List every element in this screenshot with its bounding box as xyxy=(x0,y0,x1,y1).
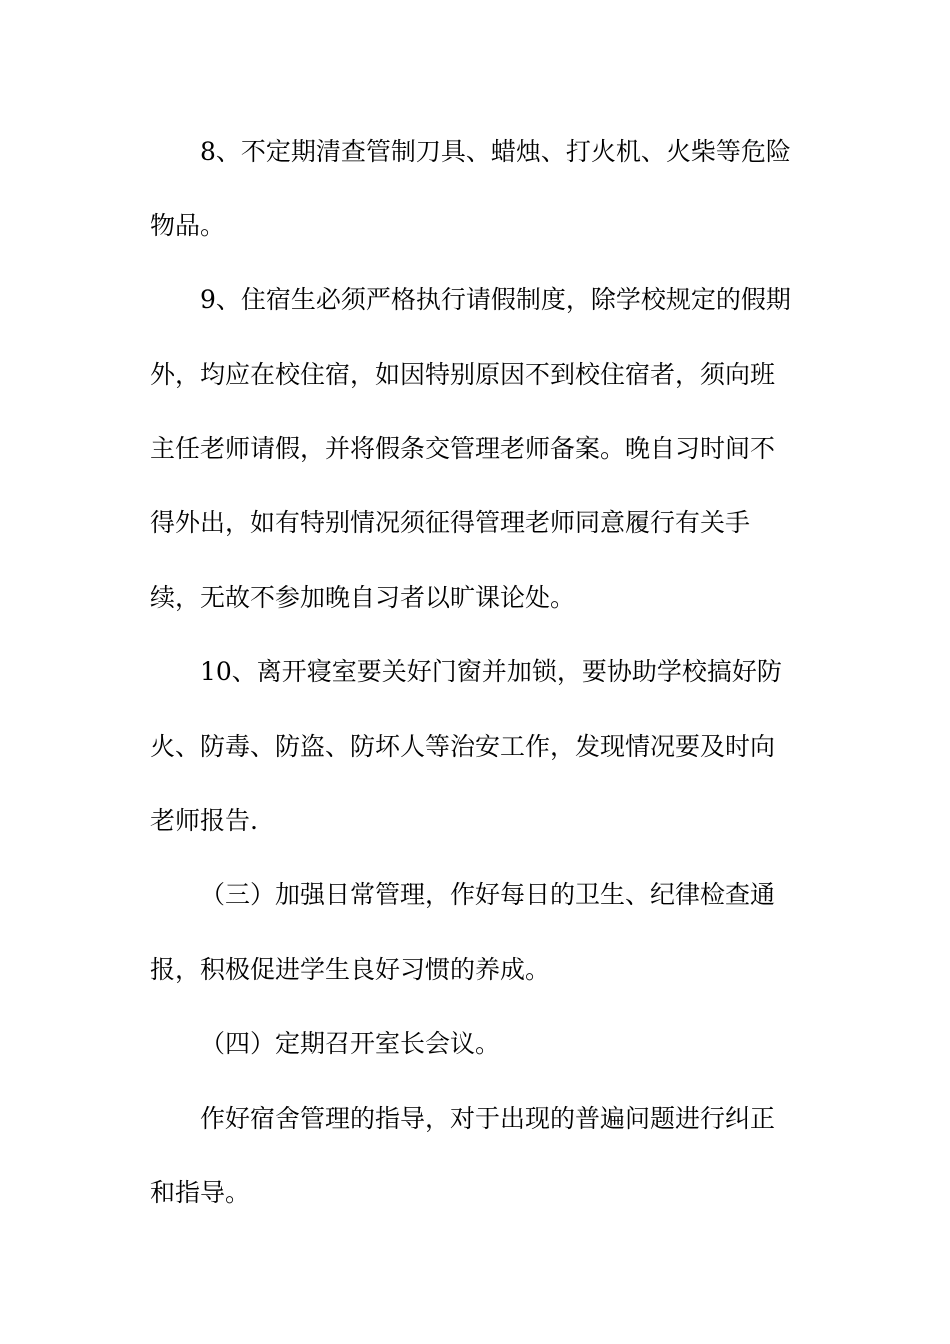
paragraph-9-line-2: 外，均应在校住宿，如因特别原因不到校住宿者，须向班 xyxy=(150,360,776,389)
paragraph-8-line-1: 8、不定期清查管制刀具、蜡烛、打火机、火柴等危险 xyxy=(200,137,791,166)
paragraph-8-line-2: 物品。 xyxy=(150,211,226,240)
paragraph-10-line-3: 老师报告. xyxy=(150,806,258,835)
section-3-line-1: （三）加强日常管理，作好每日的卫生、纪律检查通 xyxy=(200,880,776,909)
paragraph-10-line-2: 火、防毒、防盗、防坏人等治安工作，发现情况要及时向 xyxy=(150,732,776,761)
section-4-heading: （四）定期召开室长会议。 xyxy=(200,1029,501,1058)
section-3-line-2: 报，积极促进学生良好习惯的养成。 xyxy=(150,955,551,984)
paragraph-10-line-1: 10、离开寝室要关好门窗并加锁，要协助学校搞好防 xyxy=(200,657,782,686)
closing-paragraph-line-1: 作好宿舍管理的指导，对于出现的普遍问题进行纠正 xyxy=(200,1104,776,1133)
paragraph-9-line-4: 得外出，如有特别情况须征得管理老师同意履行有关手 xyxy=(150,508,751,537)
paragraph-9-line-1: 9、住宿生必须严格执行请假制度，除学校规定的假期 xyxy=(200,285,791,314)
closing-paragraph-line-2: 和指导。 xyxy=(150,1178,251,1207)
paragraph-9-line-3: 主任老师请假，并将假条交管理老师备案。晚自习时间不 xyxy=(150,434,776,463)
paragraph-9-line-5: 续，无故不参加晚自习者以旷课论处。 xyxy=(150,583,576,612)
